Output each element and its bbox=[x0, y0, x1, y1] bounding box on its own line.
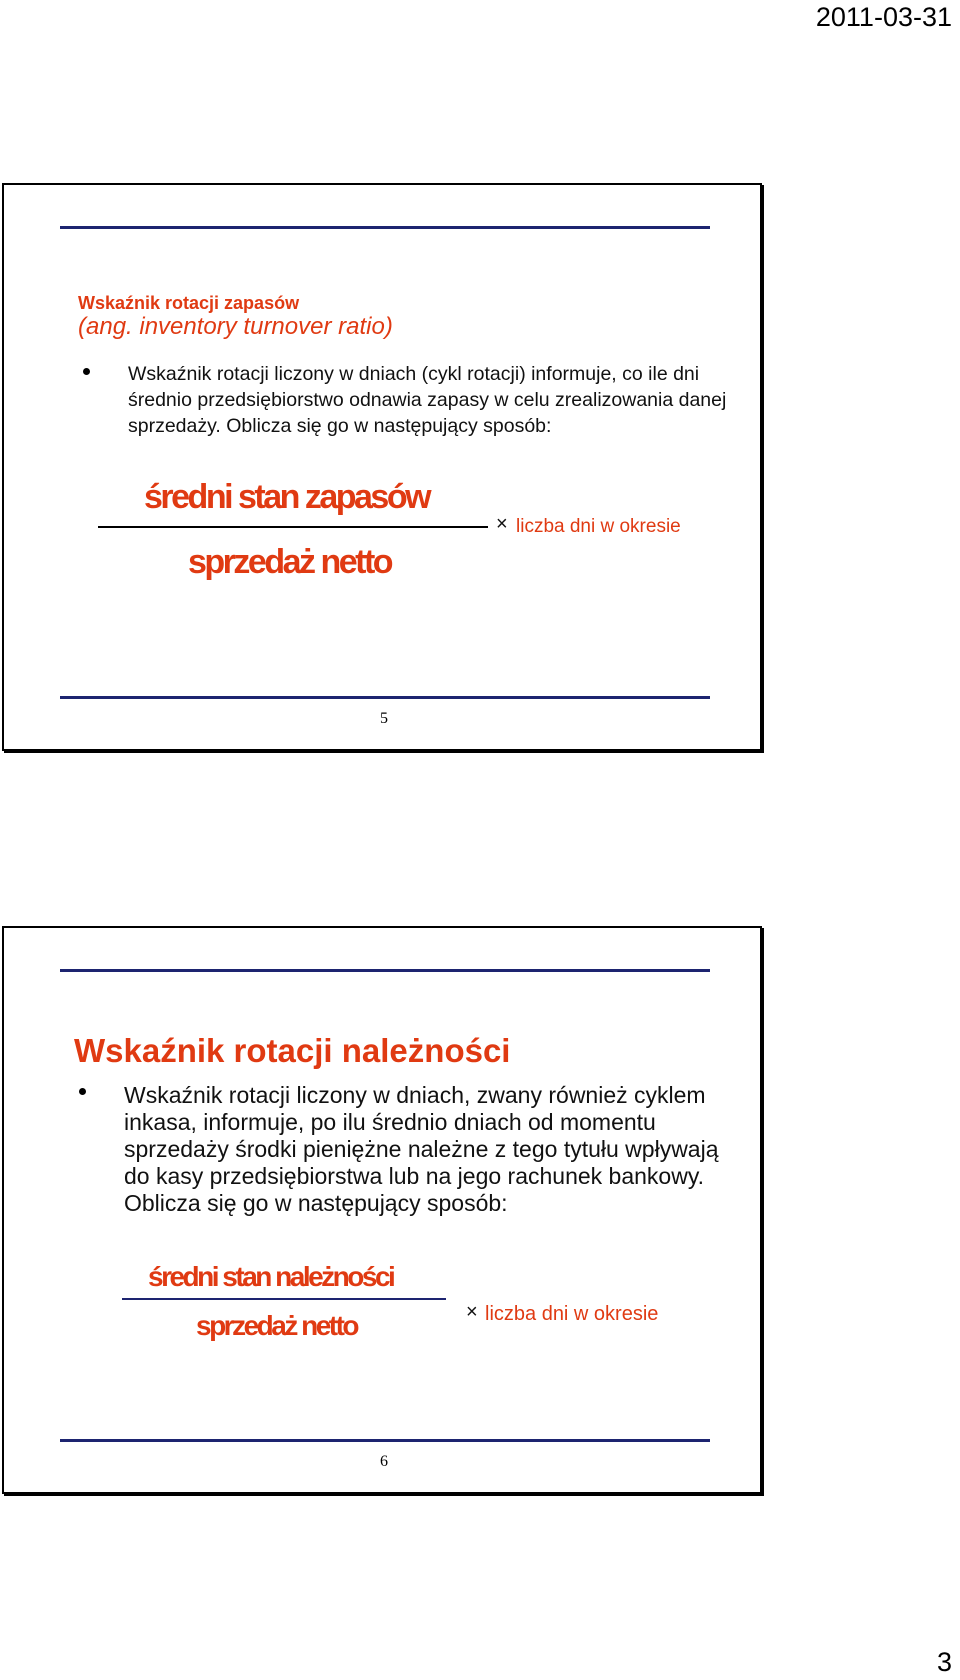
slide-number: 6 bbox=[380, 1453, 388, 1470]
fraction-line bbox=[122, 1298, 446, 1300]
formula-multiplier: liczba dni w okresie bbox=[516, 516, 681, 537]
formula-numerator: średni stan zapasów bbox=[144, 478, 430, 516]
slide-body-text: Wskaźnik rotacji liczony w dniach (cykl rotacji) informuje, co ile dni średnio przedsiębiorstwo odnawia zapasy w celu zrealizowania danej sprzedaży. Oblicza się go w następujący sposób: bbox=[128, 363, 727, 437]
slide-title: Wskaźnik rotacji zapasów bbox=[78, 293, 300, 313]
slide-top-rule bbox=[60, 969, 710, 972]
slide-body-text: Wskaźnik rotacji liczony w dniach, zwany również cyklem inkasa, informuje, po ilu średnio dniach od momentu sprzedaży środki pieniężne należne z tego tytułu wpływają do kasy przedsiębiorstwa lub na jego rachunek bankowy. Oblicza się go w następujący sposób: bbox=[124, 1082, 719, 1216]
slide-number: 5 bbox=[380, 710, 388, 727]
bullet-icon bbox=[83, 368, 90, 375]
multiply-icon: × bbox=[496, 513, 508, 535]
fraction-line bbox=[98, 526, 488, 528]
slide-subtitle: (ang. inventory turnover ratio) bbox=[78, 313, 393, 340]
slide-6 bbox=[2, 926, 762, 1494]
formula-denominator: sprzedaż netto bbox=[188, 543, 392, 581]
multiply-icon: × bbox=[466, 1301, 478, 1323]
formula-numerator: średni stan należności bbox=[148, 1261, 394, 1292]
page-number: 3 bbox=[936, 1647, 952, 1677]
slide-5 bbox=[2, 183, 762, 751]
slide-bottom-rule bbox=[60, 1439, 710, 1442]
slide-bottom-rule bbox=[60, 696, 710, 699]
formula-denominator: sprzedaż netto bbox=[196, 1310, 358, 1341]
document-date: 2011-03-31 bbox=[815, 2, 952, 32]
slide-title: Wskaźnik rotacji należności bbox=[74, 1032, 511, 1069]
bullet-icon bbox=[79, 1088, 86, 1095]
slide-top-rule bbox=[60, 226, 710, 229]
formula-multiplier: liczba dni w okresie bbox=[485, 1303, 659, 1325]
